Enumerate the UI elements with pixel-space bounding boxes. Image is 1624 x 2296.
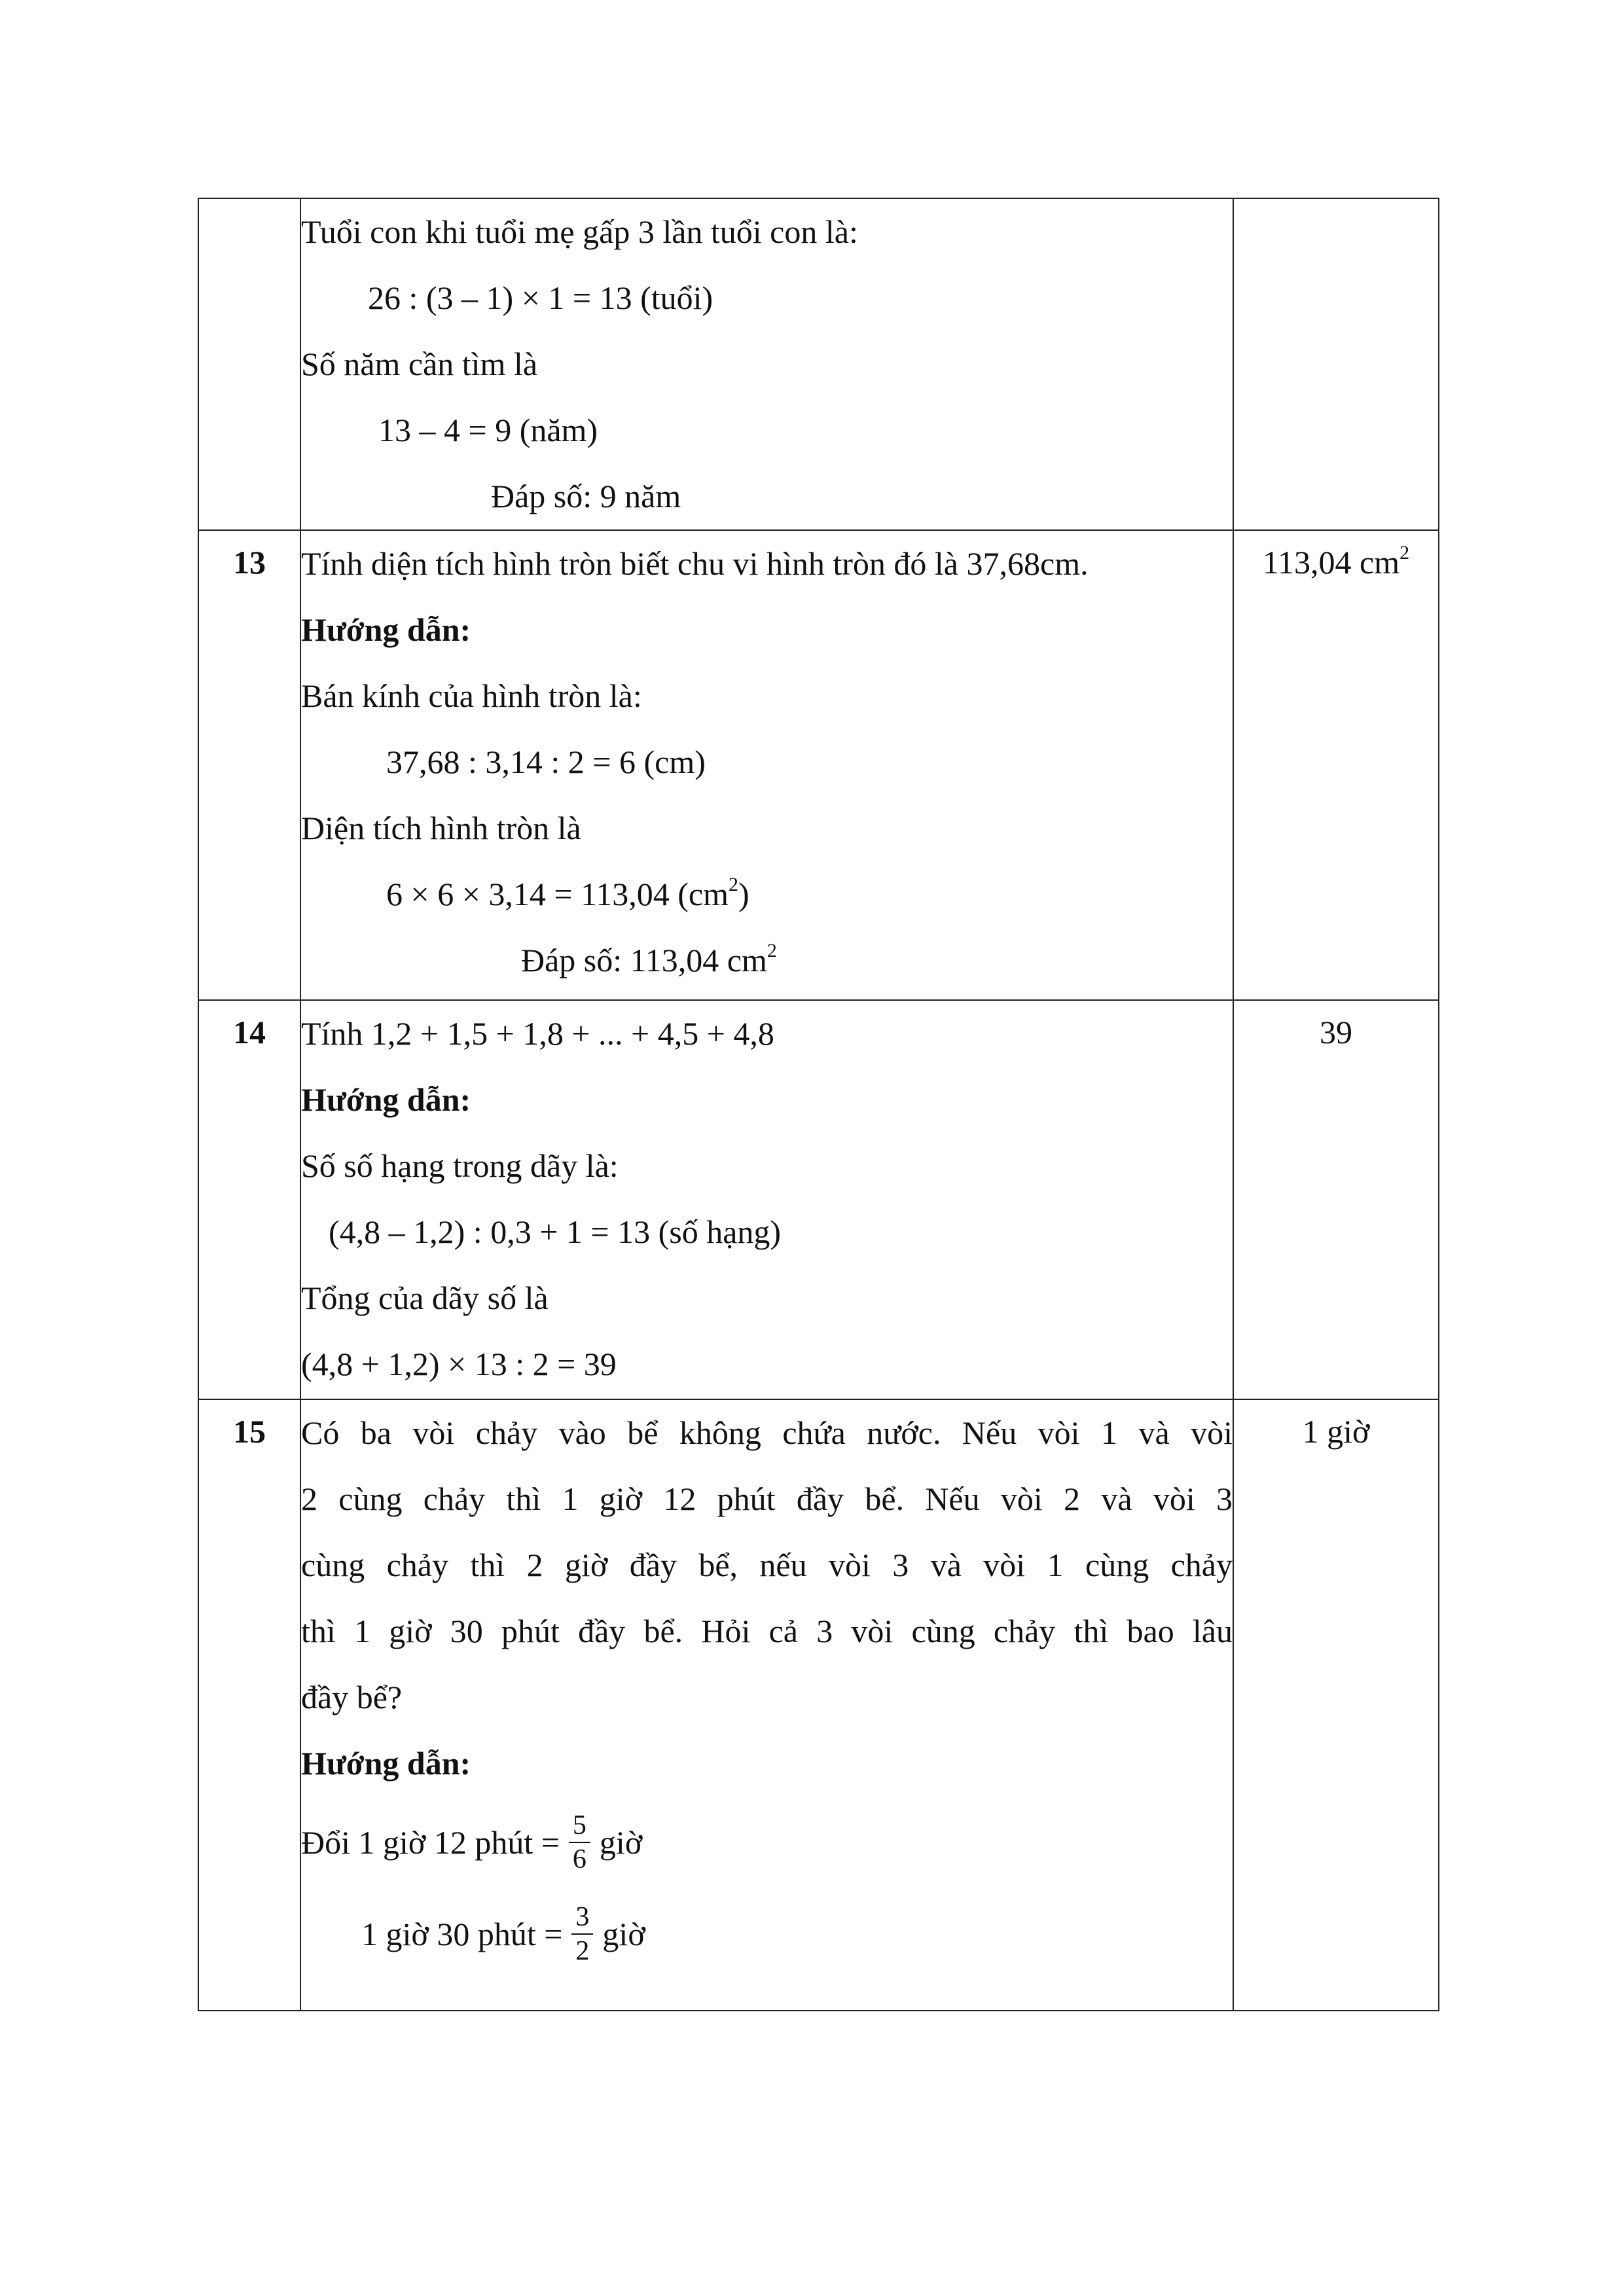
final-answer-line: Đáp số: 9 năm [491,478,681,514]
problem-number: 13 [233,544,266,581]
final-answer-text: Đáp số: 113,04 cm [521,942,767,978]
table-row [198,1399,1439,2011]
text-line: Tổng của dãy số là [301,1280,549,1316]
conversion-line [301,1888,1233,1980]
conversion-prefix: Đổi 1 giờ 12 phút = [301,1824,560,1861]
problem-content-cell [300,1399,1233,2011]
conversion-line [301,1797,1233,1888]
text-line: Số số hạng trong dãy là: [301,1147,619,1184]
table-row [198,530,1439,1000]
problem-number: 15 [233,1413,266,1450]
calculation-end: ) [738,876,749,912]
answer-value [1234,199,1438,211]
guide-label: Hướng dẫn: [301,1745,471,1782]
fraction-denominator: 2 [575,1936,590,1966]
fraction [571,1901,593,1967]
fraction [569,1809,590,1876]
answer-cell [1233,198,1439,530]
problem-number-cell [198,1399,300,2011]
text-line: Diện tích hình tròn là [301,810,581,846]
calculation-line [301,861,1233,927]
question-text-line: thì 1 giờ 30 phút đầy bể. Hỏi cả 3 vòi cùng chảy thì bao lâu [301,1613,1233,1649]
question-text-line: Có ba vòi chảy vào bể không chứa nước. Nếu vòi 1 và vòi [301,1414,1233,1451]
calculation-line: 13 – 4 = 9 (năm) [378,412,598,448]
answer-text: 113,04 cm [1262,544,1400,581]
guide-label: Hướng dẫn: [301,1081,471,1118]
fraction-numerator: 3 [571,1901,593,1935]
question-text: Tính diện tích hình tròn biết chu vi hình tròn đó là 37,68cm. [301,545,1089,582]
answer-cell [1233,530,1439,1000]
conversion-unit: giờ [602,1916,645,1952]
problem-number [199,199,300,211]
calculation-text: 6 × 6 × 3,14 = 113,04 (cm [386,876,729,912]
problem-number-cell [198,1000,300,1399]
superscript: 2 [1399,542,1410,564]
problem-content-cell [300,530,1233,1000]
question-text-line: 2 cùng chảy thì 1 giờ 12 phút đầy bể. Nếu vòi 2 và vòi 3 [301,1480,1233,1517]
problem-number: 14 [233,1014,266,1050]
text-line: Tuổi con khi tuổi mẹ gấp 3 lần tuổi con là: [301,213,858,250]
question-text-line: cùng chảy thì 2 giờ đầy bể, nếu vòi 3 và vòi 1 cùng chảy [301,1547,1233,1583]
question-text: Tính 1,2 + 1,5 + 1,8 + ... + 4,5 + 4,8 [301,1015,774,1052]
answer-value: 39 [1320,1014,1352,1050]
problem-content-cell [300,198,1233,530]
table-row [198,198,1439,530]
calculation-line: (4,8 – 1,2) : 0,3 + 1 = 13 (số hạng) [329,1213,782,1250]
problem-number-cell [198,198,300,530]
calculation-line: (4,8 + 1,2) × 13 : 2 = 39 [301,1346,617,1382]
calculation-line: 26 : (3 – 1) × 1 = 13 (tuổi) [368,279,713,316]
problem-content-cell [300,1000,1233,1399]
answer-value: 1 giờ [1302,1413,1370,1450]
answer-cell [1233,1000,1439,1399]
conversion-prefix: 1 giờ 30 phút = [361,1916,563,1952]
answer-value [1234,531,1438,582]
fraction-denominator: 6 [572,1844,586,1874]
superscript: 2 [767,940,777,961]
superscript: 2 [728,874,738,895]
calculation-line: 37,68 : 3,14 : 2 = 6 (cm) [386,744,706,780]
text-line: Bán kính của hình tròn là: [301,677,642,714]
text-line: Số năm cần tìm là [301,346,538,382]
answer-cell [1233,1399,1439,2011]
problem-number-cell [198,530,300,1000]
solution-table [198,198,1439,2011]
final-answer-line [301,927,1233,994]
question-text-line: đầy bể? [301,1679,403,1715]
fraction-numerator: 5 [569,1809,590,1843]
conversion-unit: giờ [599,1824,643,1861]
guide-label: Hướng dẫn: [301,611,471,648]
table-row [198,1000,1439,1399]
